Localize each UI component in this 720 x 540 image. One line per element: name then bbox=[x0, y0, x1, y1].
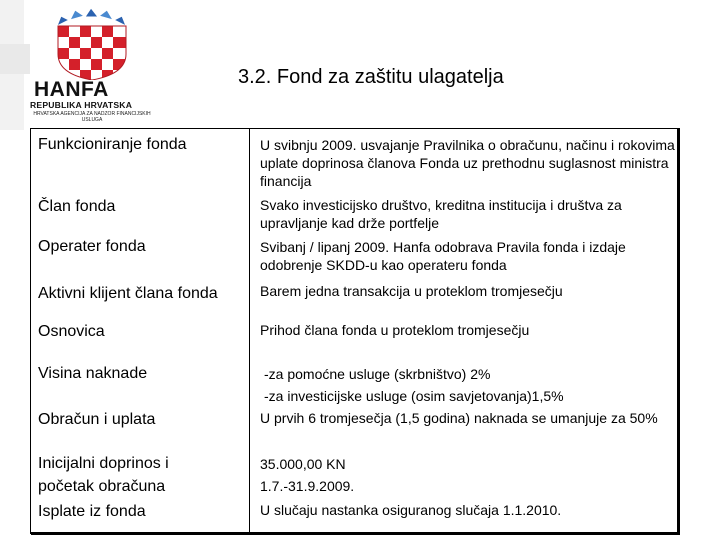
table-bottom-border bbox=[31, 532, 680, 535]
row-label: Član fonda bbox=[38, 198, 116, 215]
column-divider bbox=[249, 129, 250, 534]
logo-subtitle: REPUBLIKA HRVATSKA bbox=[30, 100, 133, 110]
row-value: Prihod člana fonda u proteklom tromjesečju bbox=[260, 322, 530, 338]
croatian-coat-of-arms-logo bbox=[44, 8, 164, 80]
row-label: Obračun i uplata bbox=[38, 411, 156, 428]
checkered-shield bbox=[58, 26, 126, 80]
page-title: 3.2. Fond za zaštitu ulagatelja bbox=[238, 66, 504, 88]
row-label: Visina naknade bbox=[38, 365, 148, 382]
row-value: -za pomoćne usluge (skrbništvo) 2% -za investicijske usluge (osim savjetovanja)1,5% bbox=[264, 366, 564, 404]
row-value: U svibnju 2009. usvajanje Pravilnika o obračunu, načinu i rokovima uplate doprinosa članova Fonda uz prethodnu suglasnost ministra financija bbox=[260, 137, 675, 189]
row-label: Inicijalni doprinos i početak obračuna bbox=[38, 455, 169, 495]
logo-wordmark: HANFA bbox=[34, 78, 109, 101]
row-label: Osnovica bbox=[38, 323, 105, 340]
row-value: U prvih 6 tromjesečja (1,5 godina) naknada se umanjuje za 50% bbox=[260, 410, 658, 426]
crown bbox=[57, 8, 126, 26]
row-label: Aktivni klijent člana fonda bbox=[38, 285, 218, 302]
row-label: Funkcioniranje fonda bbox=[38, 136, 187, 153]
background-decoration bbox=[0, 44, 30, 74]
logo-agency-name: HRVATSKA AGENCIJA ZA NADZOR FINANCIJSKIH USLUGA bbox=[33, 111, 151, 123]
row-label: Isplate iz fonda bbox=[38, 503, 146, 520]
info-table bbox=[30, 128, 680, 534]
row-value: Barem jedna transakcija u proteklom tromjesečju bbox=[260, 283, 563, 299]
row-value: U slučaju nastanka osiguranog slučaja 1.1.2010. bbox=[260, 502, 562, 518]
row-value: Svibanj / lipanj 2009. Hanfa odobrava Pravila fonda i izdaje odobrenje SKDD-u kao operateru fonda bbox=[260, 239, 626, 273]
row-value: Svako investicijsko društvo, kreditna institucija i društva za upravljanje kad drže portfelje bbox=[260, 197, 622, 231]
row-value: 35.000,00 KN 1.7.-31.9.2009. bbox=[260, 456, 355, 494]
row-label: Operater fonda bbox=[38, 238, 146, 255]
